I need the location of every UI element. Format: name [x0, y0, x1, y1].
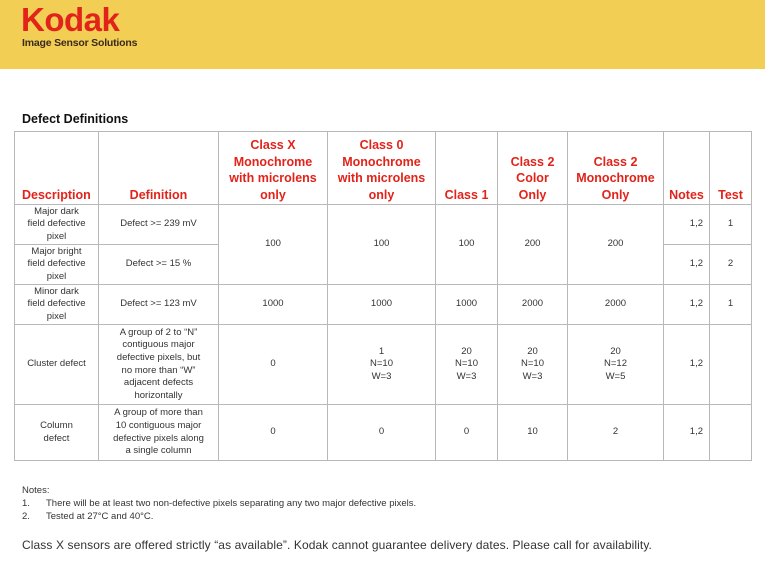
cell-line: contiguous major	[122, 339, 195, 351]
table-row	[15, 205, 752, 245]
cell-line: W=3	[371, 370, 392, 382]
cell-line: N=10	[370, 358, 393, 370]
cell-line: 20	[527, 345, 538, 357]
cell-class-1	[436, 285, 498, 325]
cell-line: Class 2	[593, 154, 638, 169]
cell-line: Defect >= 239 mV	[120, 218, 197, 230]
note-text: Tested at 27°C and 40°C.	[46, 511, 154, 522]
cell-class-0	[328, 285, 436, 325]
cell-line: 20	[610, 345, 621, 357]
cell-line: horizontally	[134, 389, 183, 401]
note-text: There will be at least two non-defective pixels separating any two major defective pixels.	[46, 498, 417, 509]
cell-class-2-color	[498, 285, 568, 325]
cell-line: 0	[270, 358, 276, 370]
cell-class-1	[436, 405, 498, 461]
cell-line: Class 1	[444, 187, 489, 202]
cell-line: Monochrome	[342, 154, 421, 169]
row-description	[15, 245, 99, 285]
cell-line: 1	[378, 345, 385, 357]
notes-heading: Notes:	[22, 485, 50, 496]
row-definition	[99, 285, 219, 325]
note-number: 2.	[22, 511, 30, 522]
cell-class-2-mono	[568, 325, 664, 405]
cell-line: Defect >= 15 %	[125, 258, 192, 270]
cell-line: 10 contiguous major	[115, 419, 202, 431]
cell-class-x	[219, 405, 328, 461]
defect-definitions-table	[14, 131, 752, 461]
header-description: Description	[15, 132, 99, 205]
cell-line: Only	[601, 187, 630, 202]
cell-line: Major dark	[34, 205, 79, 217]
cell-line: 0	[378, 426, 385, 438]
cell-line: Major bright	[31, 245, 82, 257]
header-notes: Notes	[664, 132, 710, 205]
cell-notes: 1,2	[664, 205, 710, 245]
header-class-2-color	[498, 132, 568, 205]
header-definition: Definition	[99, 132, 219, 205]
cell-line: W=3	[522, 370, 543, 382]
cell-line: 0	[270, 426, 276, 438]
header-class-0	[328, 132, 436, 205]
row-description	[15, 205, 99, 245]
cell-line: field defective	[27, 218, 86, 230]
header-row	[15, 132, 752, 205]
header-class-x	[219, 132, 328, 205]
cell-line: Minor dark	[34, 285, 79, 297]
cell-line: Class 2	[510, 154, 555, 169]
cell-line: N=10	[521, 358, 544, 370]
cell-class-2-mono	[568, 405, 664, 461]
cell-line: W=3	[456, 370, 477, 382]
cell-line: Color	[516, 171, 549, 185]
cell-class-1-major: 100	[436, 205, 498, 285]
header-band	[0, 0, 765, 69]
cell-line: Column	[40, 419, 73, 431]
header-class-1	[436, 132, 498, 205]
cell-line: 1000	[262, 298, 284, 310]
cell-notes: 1,2	[664, 325, 710, 405]
cell-line: 2000	[521, 298, 544, 310]
cell-class-2-color	[498, 405, 568, 461]
cell-class-2-color-major: 200	[498, 205, 568, 285]
cell-class-x-major: 100	[219, 205, 328, 285]
cell-line: Class 0	[359, 138, 404, 152]
cell-line: N=12	[604, 358, 627, 370]
table-row	[15, 405, 752, 461]
table-row	[15, 285, 752, 325]
cell-class-2-mono-major: 200	[568, 205, 664, 285]
cell-line: 0	[463, 426, 470, 438]
row-description	[15, 405, 99, 461]
kodak-logo: Kodak	[21, 1, 120, 38]
cell-line: 1000	[370, 298, 393, 310]
cell-notes: 1,2	[664, 405, 710, 461]
cell-notes: 1,2	[664, 245, 710, 285]
row-description	[15, 285, 99, 325]
cell-line: pixel	[46, 310, 67, 322]
header-class-2-mono	[568, 132, 664, 205]
row-definition	[99, 405, 219, 461]
cell-line: no more than “W”	[121, 364, 196, 376]
cell-line: 2	[612, 426, 619, 438]
row-definition	[99, 245, 219, 285]
cell-line: adjacent defects	[123, 377, 194, 389]
cell-test: 1	[710, 205, 752, 245]
cell-line: W=5	[605, 370, 626, 382]
cell-line: field defective	[27, 298, 86, 310]
notes-block	[22, 484, 416, 523]
cell-line: 20	[461, 345, 472, 357]
cell-line: with microlens	[229, 171, 317, 185]
cell-line: A group of 2 to “N”	[119, 326, 198, 338]
cell-line: A group of more than	[114, 407, 203, 419]
row-definition	[99, 205, 219, 245]
cell-class-0	[328, 405, 436, 461]
cell-line: only	[260, 187, 286, 202]
cell-class-0-major: 100	[328, 205, 436, 285]
cell-line: defect	[43, 432, 70, 444]
cell-test	[710, 405, 752, 461]
cell-test: 1	[710, 285, 752, 325]
row-description	[15, 325, 99, 405]
cell-line: field defective	[27, 258, 86, 270]
cell-line: 1000	[455, 298, 478, 310]
table-row	[15, 325, 752, 405]
cell-class-0	[328, 325, 436, 405]
cell-line: only	[368, 187, 395, 202]
cell-class-2-mono	[568, 285, 664, 325]
note-number: 1.	[22, 498, 30, 509]
cell-class-x	[219, 325, 328, 405]
cell-line: Class X	[250, 138, 296, 152]
note-item	[22, 510, 416, 523]
cell-test	[710, 325, 752, 405]
cell-line: Only	[518, 187, 547, 202]
row-definition	[99, 325, 219, 405]
cell-line: with microlens	[337, 171, 426, 185]
cell-line: defective pixels, but	[116, 351, 201, 363]
logo-tagline: Image Sensor Solutions	[22, 37, 138, 49]
cell-class-1	[436, 325, 498, 405]
cell-line: Defect >= 123 mV	[120, 298, 197, 310]
section-title: Defect Definitions	[22, 112, 129, 126]
availability-footer: Class X sensors are offered strictly “as available”. Kodak cannot guarantee delivery dates. Please call for availability.	[22, 538, 652, 552]
cell-line: 2000	[604, 298, 627, 310]
cell-line: N=10	[455, 358, 478, 370]
cell-class-x	[219, 285, 328, 325]
note-item	[22, 497, 416, 510]
cell-test: 2	[710, 245, 752, 285]
cell-line: defective pixels along	[113, 432, 204, 444]
cell-line: pixel	[46, 270, 67, 282]
cell-class-2-color	[498, 325, 568, 405]
cell-line: a single column	[125, 445, 192, 457]
cell-line: Monochrome	[233, 154, 313, 169]
cell-line: 10	[527, 426, 538, 438]
cell-line: Cluster defect	[27, 358, 86, 370]
cell-line: pixel	[46, 230, 67, 242]
cell-line: Monochrome	[576, 171, 655, 185]
cell-notes: 1,2	[664, 285, 710, 325]
header-test: Test	[710, 132, 752, 205]
